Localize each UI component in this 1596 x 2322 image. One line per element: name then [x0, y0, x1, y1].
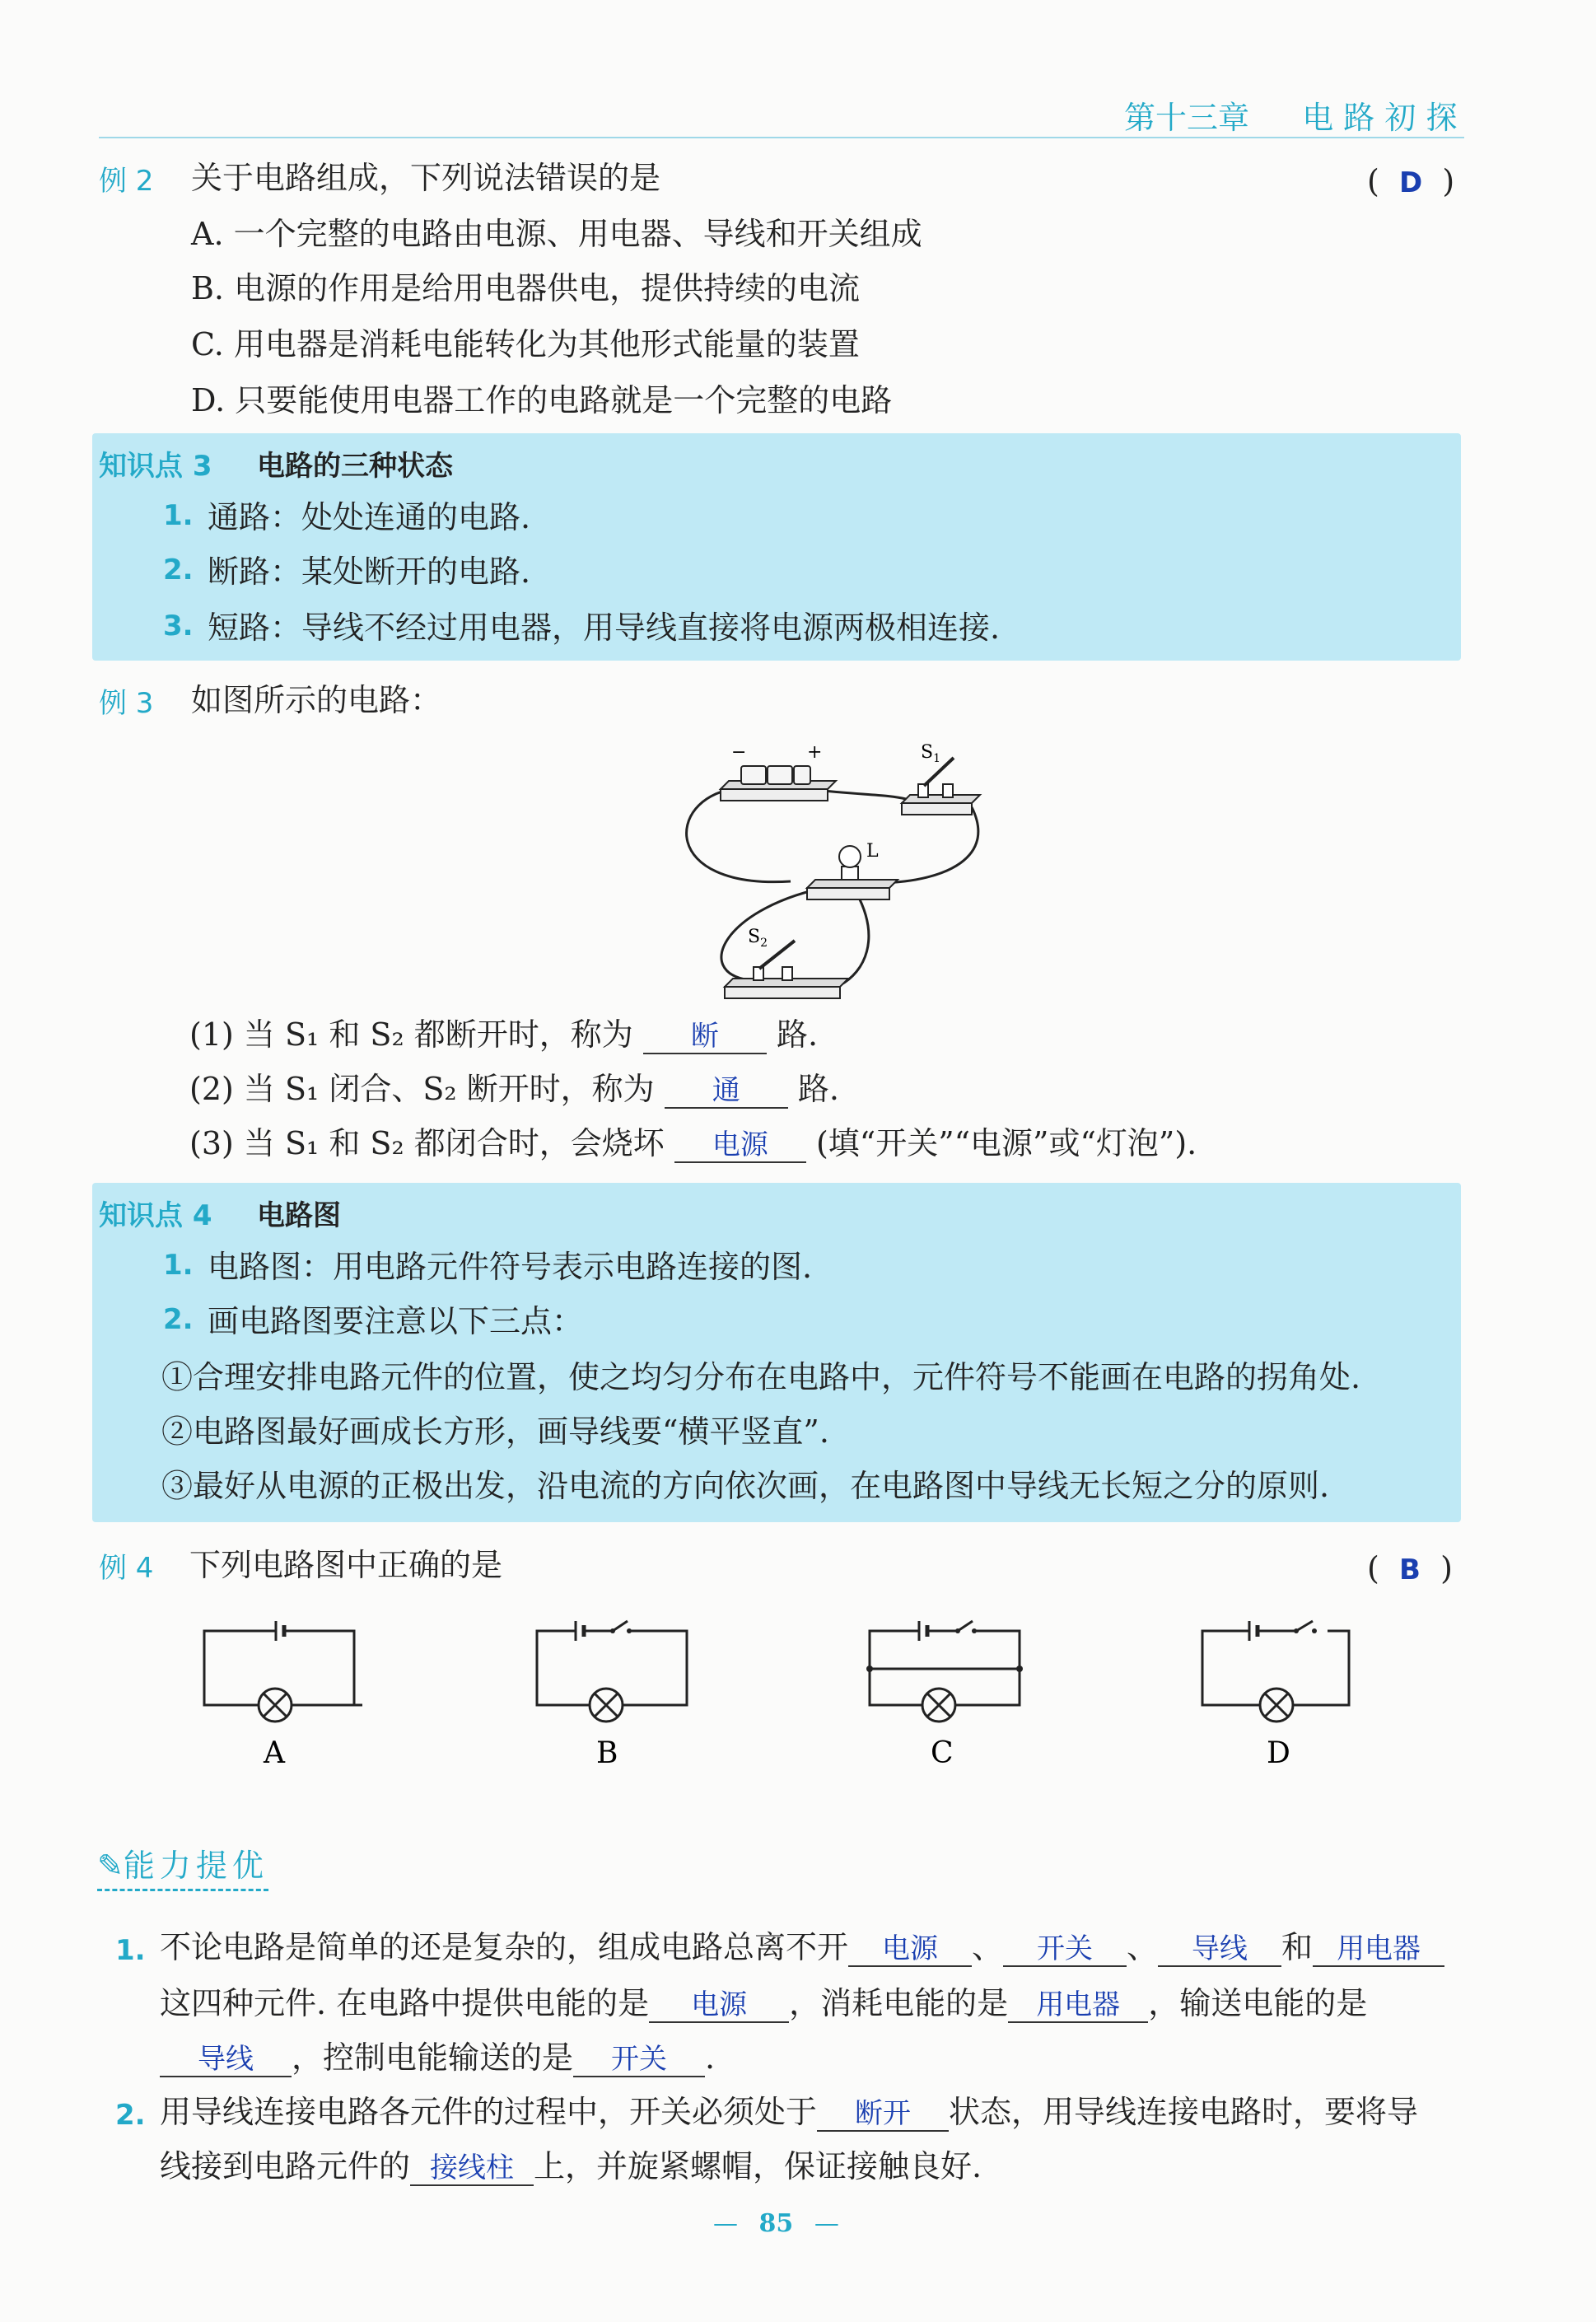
s1-label: $S_1$	[921, 742, 940, 765]
example-4-answer-bracket: ( B )	[1367, 1550, 1453, 1586]
ability-q1-text-d: ，输送电能的是	[1148, 1985, 1368, 2021]
ability-q1-text-b: 这四种元件. 在电路中提供电能的是	[160, 1985, 650, 2021]
ability-q2-text-d: 上，并旋紧螺帽，保证接触良好.	[534, 2148, 982, 2184]
example-3-q1-prompt: (1) 当 S₁ 和 S₂ 都断开时，称为	[189, 1016, 633, 1053]
ability-q1-text-a: 不论电路是简单的还是复杂的，组成电路总离不开	[160, 1929, 849, 1965]
switch-symbol	[613, 1621, 628, 1631]
kp4-point-2: ②电路图最好画成长方形，画导线要“横平竖直”.	[161, 1413, 829, 1450]
kp3-item-3-text: 短路：导线不经过用电器，用导线直接将电源两极相连接.	[208, 610, 1001, 646]
kp4-item-1-text: 电路图：用电路元件符号表示电路连接的图.	[208, 1249, 813, 1285]
choice-a-label: A	[264, 1736, 285, 1770]
ability-q1-sep-3: 和	[1281, 1929, 1314, 1965]
circuit-diagram-b	[530, 1614, 695, 1779]
kp3-item-1-num: 1.	[163, 499, 194, 532]
example-2-option-a: A. 一个完整的电路由电源、用电器、导线和开关组成	[191, 216, 922, 252]
kp3-item-2-num: 2.	[163, 554, 194, 586]
example-3-q2	[189, 1069, 839, 1109]
battery-holder	[721, 742, 836, 801]
blank-switch-state: 断开	[817, 2097, 949, 2132]
ability-q2-text-a: 用导线连接电路各元件的过程中，开关必须处于	[160, 2094, 818, 2130]
example-2-answer: D	[1398, 166, 1423, 199]
blank-appliance: 用电器	[1313, 1932, 1444, 1967]
example-3-q3-suffix: (填“开关”“电源”或“灯泡”).	[815, 1125, 1197, 1161]
wire-battery-to-s1	[824, 791, 906, 799]
s2-label: $S_2$	[748, 927, 768, 950]
example-4-question: 下列电路图中正确的是	[189, 1547, 503, 1583]
ability-q2-line1	[160, 2092, 1418, 2132]
footer-dash-right: —	[814, 2209, 839, 2238]
ability-q2-text-c: 线接到电路元件的	[160, 2148, 411, 2184]
example-2-question: 关于电路组成，下列说法错误的是	[191, 160, 661, 196]
battery-cell-2	[768, 766, 792, 784]
blank-switch: 开关	[1003, 1932, 1127, 1967]
wire-s2-to-lamp	[840, 893, 869, 985]
example-3-label: 例 3	[99, 687, 154, 720]
ability-q2-num: 2.	[115, 2099, 146, 2132]
circuit-illustration	[651, 725, 996, 1021]
ability-q1-num: 1.	[115, 1934, 146, 1967]
circuit-diagram-c	[863, 1614, 1028, 1779]
blank-transmits-energy: 导线	[160, 2043, 292, 2077]
example-3-q3-blank: 电源	[674, 1128, 806, 1163]
choice-b-label: B	[596, 1736, 618, 1770]
example-2-option-c: C. 用电器是消耗电能转化为其他形式能量的装置	[191, 326, 860, 362]
wire-s1-to-lamp	[881, 807, 978, 883]
ability-q2-line2	[160, 2147, 982, 2186]
example-3-q3	[189, 1124, 1197, 1163]
chapter-title: 电 路 初 探	[1302, 100, 1458, 136]
ability-q2-text-b: 状态，用导线连接电路时，要将导	[949, 2094, 1419, 2130]
example-4-answer: B	[1398, 1553, 1421, 1586]
knowledge-point-4-title: 电路图	[257, 1199, 341, 1232]
page-number: 85	[758, 2209, 794, 2238]
switch-s2	[725, 927, 848, 998]
footer-dash-left: —	[713, 2209, 738, 2238]
blank-provides-energy: 电源	[649, 1988, 789, 2023]
example-3-q2-blank: 通	[665, 1074, 788, 1109]
blank-power-source: 电源	[848, 1932, 972, 1967]
ability-q1-text-e: ，控制电能输送的是	[292, 2039, 574, 2076]
circuit-diagram-a	[198, 1614, 362, 1779]
example-3-q1-blank: 断	[643, 1020, 767, 1054]
example-3-q2-suffix: 路.	[797, 1071, 839, 1107]
battery-minus-label: −	[731, 742, 747, 763]
kp4-point-1: ①合理安排电路元件的位置，使之均匀分布在电路中，元件符号不能画在电路的拐角处.	[161, 1359, 1361, 1395]
knowledge-point-4-label: 知识点 4	[99, 1199, 212, 1232]
switch-s1	[902, 742, 980, 815]
example-2-option-b: B. 电源的作用是给用电器供电，提供持续的电流	[191, 270, 861, 306]
example-3-q1-suffix: 路.	[776, 1016, 819, 1053]
lamp-l	[807, 841, 898, 899]
ability-q1-text-c: ，消耗电能的是	[789, 1985, 1009, 2021]
battery-cell-1	[741, 766, 766, 784]
blank-wire: 导线	[1158, 1932, 1281, 1967]
circuit-diagram-d	[1196, 1614, 1360, 1779]
ability-q1-sep-2: 、	[1127, 1929, 1159, 1965]
example-2-label: 例 2	[99, 165, 154, 198]
kp4-item-2-num: 2.	[163, 1303, 194, 1336]
battery-plus-label: +	[807, 742, 823, 763]
example-3-question: 如图所示的电路：	[191, 682, 442, 718]
kp4-item-2-text: 画电路图要注意以下三点：	[208, 1303, 584, 1339]
header-rule	[99, 137, 1464, 138]
kp3-item-2-text: 断路：某处断开的电路.	[208, 554, 531, 590]
chapter-header	[1124, 92, 1457, 138]
blank-terminal: 接线柱	[410, 2151, 534, 2186]
knowledge-point-3-label: 知识点 3	[99, 450, 212, 483]
knowledge-point-3-title: 电路的三种状态	[257, 450, 453, 483]
pencil-icon: ✎	[97, 1848, 124, 1884]
page-footer	[713, 2209, 839, 2238]
ability-q1-line1	[160, 1927, 1444, 1967]
example-3-q2-prompt: (2) 当 S₁ 闭合、S₂ 断开时，称为	[189, 1071, 655, 1107]
kp4-point-3: ③最好从电源的正极出发，沿电流的方向依次画，在电路图中导线无长短之分的原则.	[161, 1468, 1330, 1504]
ability-q1-line3	[160, 2038, 715, 2077]
chapter-number: 第十三章	[1124, 100, 1250, 136]
example-2-option-d: D. 只要能使用电器工作的电路就是一个完整的电路	[191, 382, 893, 418]
ability-q1-sep-1: 、	[972, 1929, 1004, 1965]
choice-d-label: D	[1267, 1736, 1290, 1770]
blank-controls-energy: 开关	[573, 2043, 705, 2077]
lamp-label: L	[866, 841, 879, 862]
ability-q1-end: .	[705, 2039, 716, 2076]
choice-c-label: C	[931, 1736, 954, 1770]
kp4-item-1-num: 1.	[163, 1249, 194, 1282]
example-3-q3-prompt: (3) 当 S₁ 和 S₂ 都闭合时，会烧坏	[189, 1125, 665, 1161]
ability-title: 能力提优	[123, 1848, 268, 1884]
example-3-q1	[189, 1015, 818, 1054]
example-4-label: 例 4	[99, 1552, 154, 1585]
ability-q1-line2	[160, 1983, 1367, 2023]
kp3-item-3-num: 3.	[163, 610, 194, 642]
ability-section-heading	[97, 1840, 268, 1891]
blank-consumes-energy: 用电器	[1008, 1988, 1148, 2023]
kp3-item-1-text: 通路：处处连通的电路.	[208, 499, 531, 535]
wire-lamp-to-s2	[721, 886, 832, 980]
example-2-answer-bracket: ( D )	[1367, 163, 1455, 199]
wire-battery-to-lamp	[687, 789, 791, 882]
